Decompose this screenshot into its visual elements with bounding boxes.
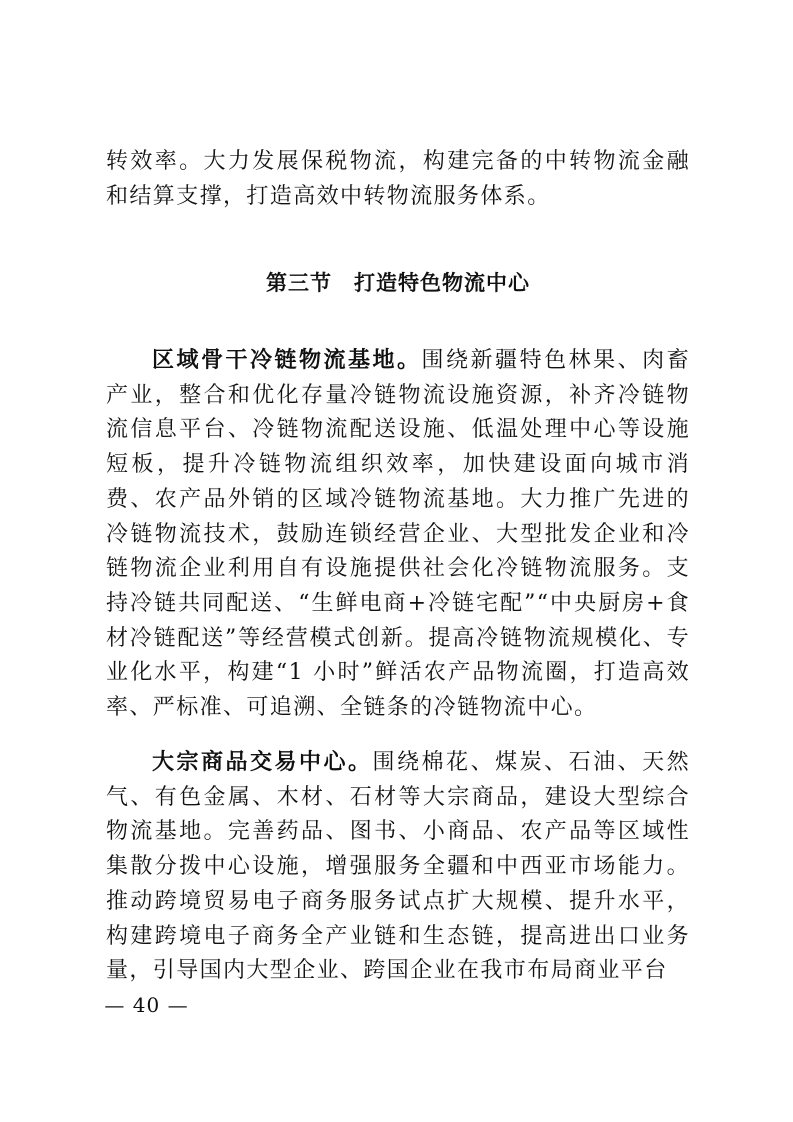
bulk-commodity-body: 围绕棉花、煤炭、石油、天然气、有色金属、木材、石材等大宗商品，建设大型综合物流基地。完善药品、图书、小商品、农产品等区域性集散分拨中心设施，增强服务全疆和中西亚市场能力。推动跨境贸易电子商务服务试点扩大规模、提升水平，构建跨境电子商务全产业链和生态链，提高进出口业务量，引导国内大型企业、跨国企业在我市布局商业平台: [106, 750, 690, 984]
continuation-paragraph: 转效率。大力发展保税物流，构建完备的中转物流金融和结算支撑，打造高效中转物流服务体系。: [106, 149, 690, 209]
cold-chain-body: 围绕新疆特色林果、肉畜产业，整合和优化存量冷链物流设施资源，补齐冷链物流信息平台、冷链物流配送设施、低温处理中心等设施短板，提升冷链物流组织效率，加快建设面向城市消费、农产品外销的区域冷链物流基地。大力推广先进的冷链物流技术，鼓励连锁经营企业、大型批发企业和冷链物流企业利用自有设施提供社会化冷链物流服务。支持冷链共同配送、“生鲜电商+冷链宅配”“中央厨房+食材冷链配送”等经营模式创新。提高冷链物流规模化、专业化水平，构建“1 小时”鲜活农产品物流圈，打造高效率、严标准、可追溯、全链条的冷链物流中心。: [106, 348, 690, 721]
bulk-commodity-paragraph: [106, 745, 690, 989]
page-number: — 40 —: [104, 993, 189, 1017]
cold-chain-lead: 区域骨干冷链物流基地。: [152, 347, 422, 373]
section-heading: 第三节 打造特色物流中心: [266, 270, 530, 295]
bulk-commodity-lead: 大宗商品交易中心。: [152, 749, 373, 775]
cold-chain-paragraph: [106, 343, 690, 726]
